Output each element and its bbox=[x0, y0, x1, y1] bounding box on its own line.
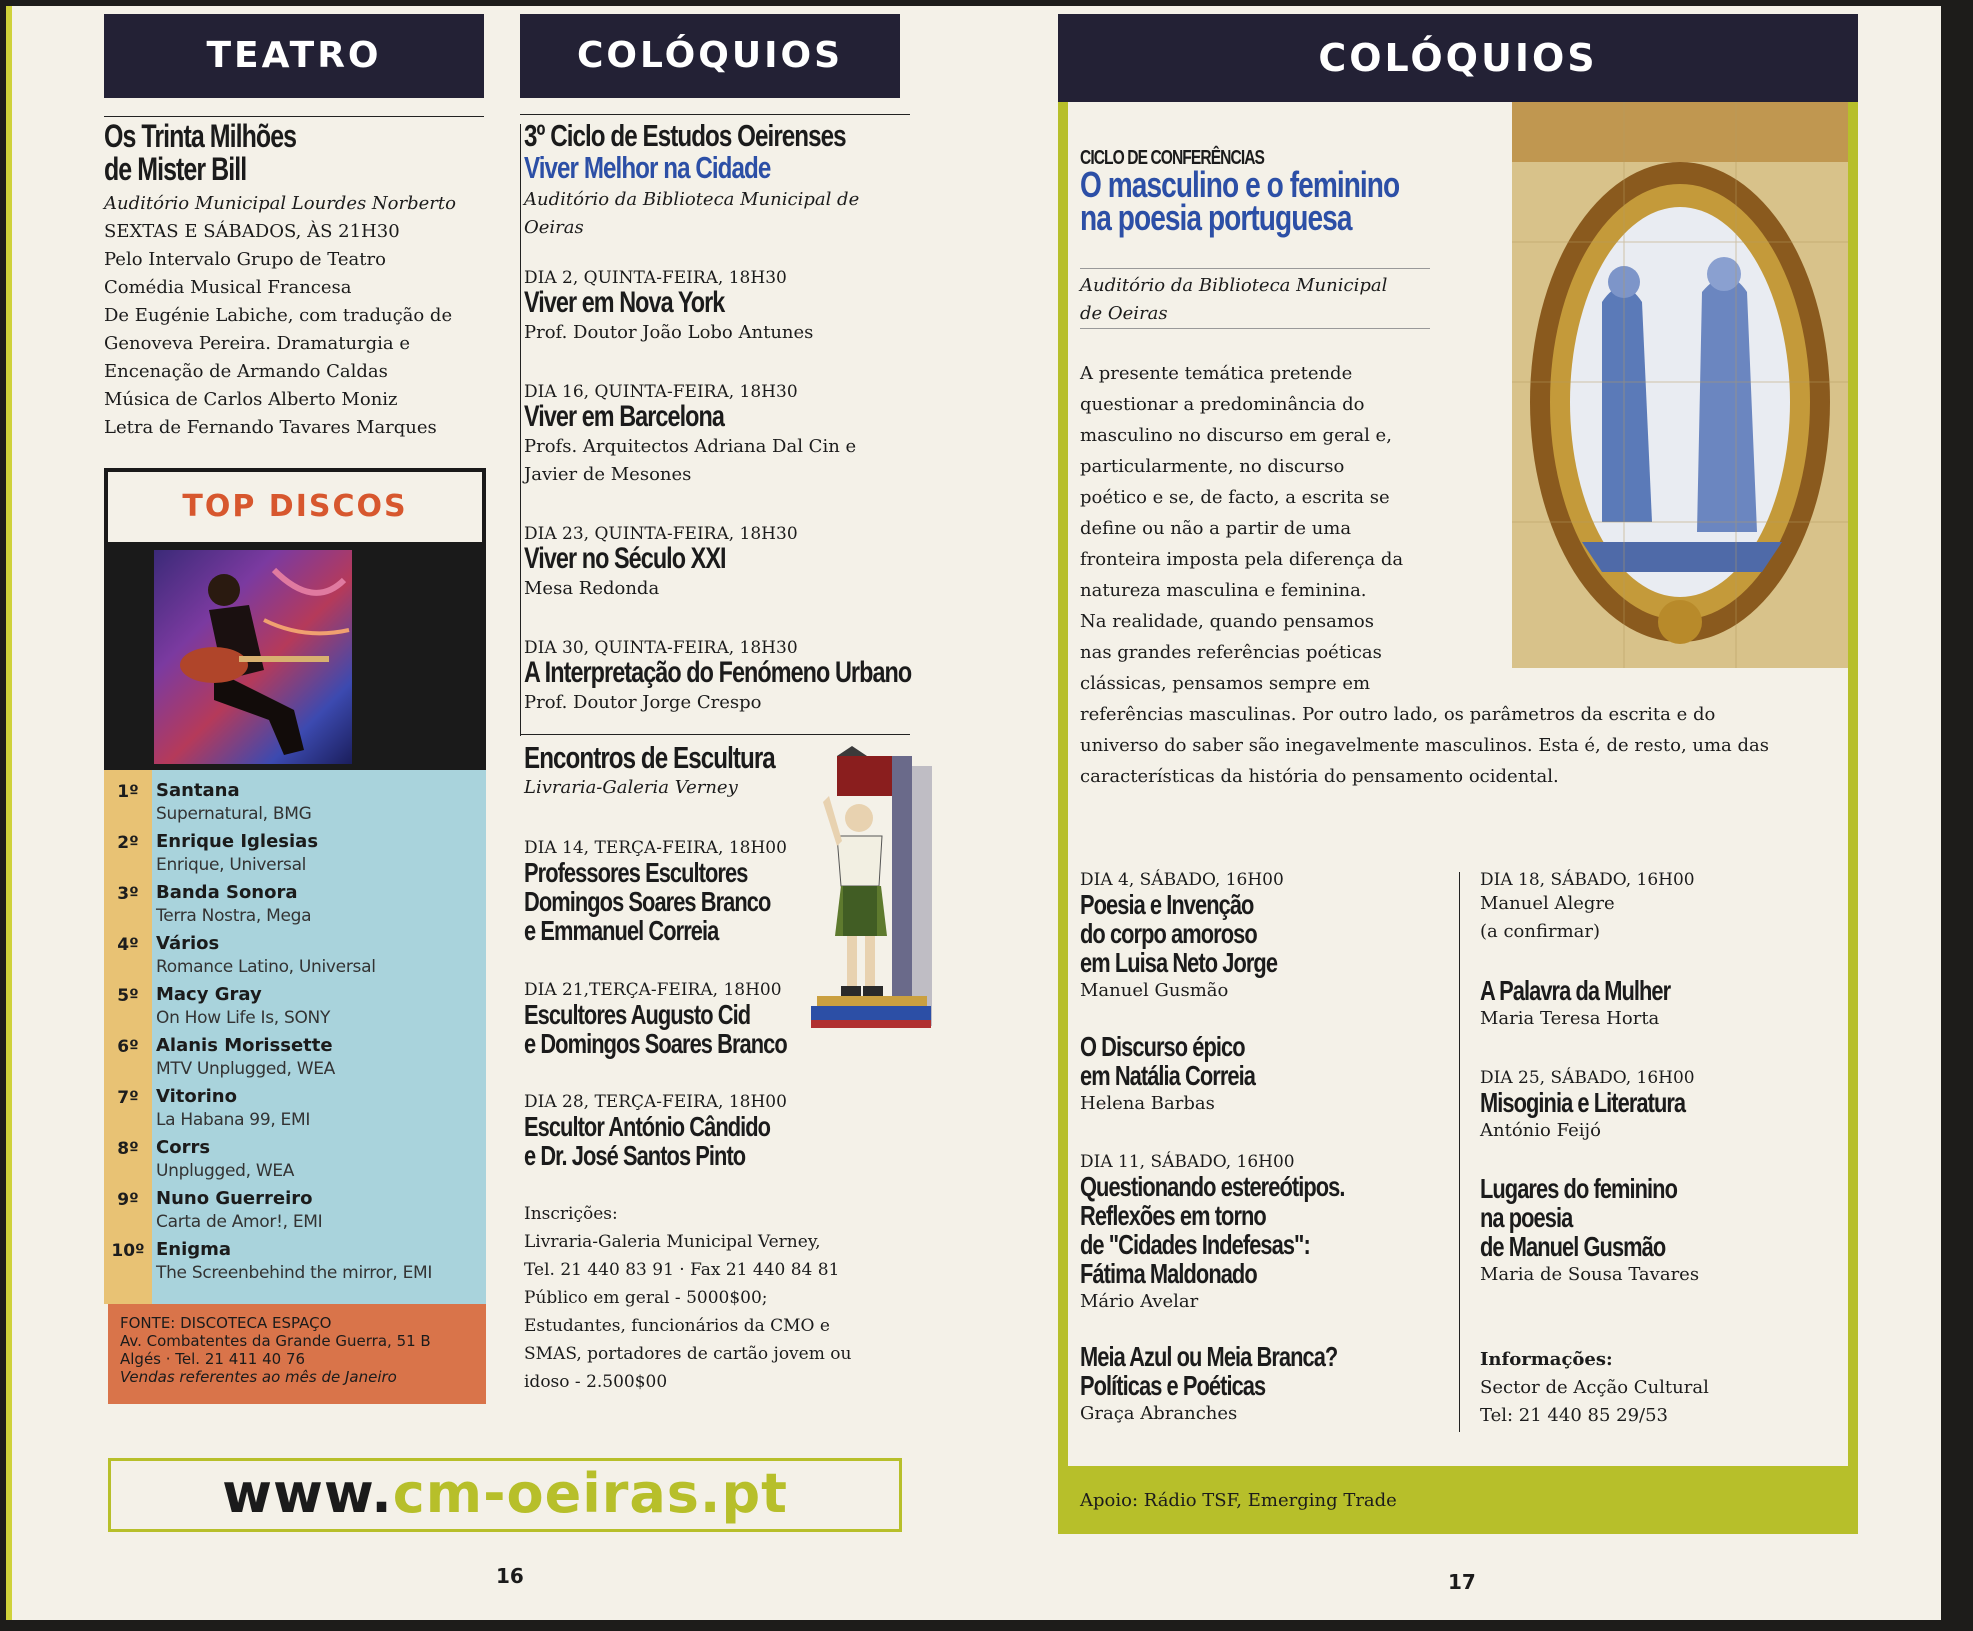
rank-number: 9º bbox=[117, 1190, 139, 1210]
page-number: 16 bbox=[496, 1564, 524, 1588]
album-label: La Habana 99, EMI bbox=[156, 1110, 311, 1130]
website-banner[interactable] bbox=[108, 1458, 902, 1532]
conferencia-event bbox=[1080, 870, 1333, 1005]
inscricoes bbox=[524, 1200, 914, 1396]
top-discos-box bbox=[104, 468, 486, 1304]
teatro-title bbox=[104, 120, 350, 185]
event-date: DIA 2, QUINTA-FEIRA, 18H30 bbox=[524, 268, 787, 288]
teatro-details bbox=[104, 218, 504, 442]
event-title: Lugares do feminino bbox=[1480, 1173, 1677, 1204]
event-title: Reflexões em torno bbox=[1080, 1200, 1266, 1231]
source-line: Vendas referentes ao mês de Janeiro bbox=[120, 1368, 397, 1386]
rank-number: 8º bbox=[117, 1139, 139, 1159]
artist-name: Macy Gray bbox=[156, 984, 262, 1005]
event-title: em Natália Correia bbox=[1080, 1060, 1255, 1091]
event-title: Viver em Nova York bbox=[524, 286, 725, 319]
conferencias-title: O masculino e o feminino bbox=[1080, 164, 1400, 206]
event-speaker: Mesa Redonda bbox=[524, 577, 660, 599]
intro-line: masculino no discurso em geral e, bbox=[1080, 425, 1392, 446]
event-title: Domingos Soares Branco bbox=[524, 886, 771, 917]
divider bbox=[520, 124, 521, 736]
event-title: Professores Escultores bbox=[524, 857, 748, 888]
list-item bbox=[104, 1082, 486, 1132]
left-page bbox=[6, 6, 982, 1620]
event-speaker: Maria de Sousa Tavares bbox=[1480, 1264, 1700, 1285]
conferencia-event bbox=[1080, 1152, 1419, 1316]
coloquio-event bbox=[524, 382, 856, 489]
album-label: On How Life Is, SONY bbox=[156, 1008, 331, 1028]
conferencia-event bbox=[1480, 1068, 1743, 1145]
event-title: Questionando estereótipos. bbox=[1080, 1171, 1345, 1202]
event-title: e Emmanuel Correia bbox=[524, 915, 719, 946]
conferencia-event bbox=[1480, 870, 1695, 946]
event-date: DIA 18, SÁBADO, 16H00 bbox=[1480, 870, 1695, 890]
escultura-title: Encontros de Escultura bbox=[524, 740, 775, 775]
artist-name: Vitorino bbox=[156, 1086, 237, 1107]
escultura-venue: Livraria-Galeria Verney bbox=[524, 776, 738, 798]
intro-line: características da história do pensamento ocidental. bbox=[1080, 766, 1559, 787]
rank-number: 3º bbox=[117, 884, 139, 904]
event-title: O Discurso épico bbox=[1080, 1031, 1245, 1062]
website-prefix: www. bbox=[222, 1462, 393, 1525]
event-speaker: Manuel Alegre bbox=[1480, 893, 1615, 914]
event-title: A Interpretação do Fenómeno Urbano bbox=[524, 656, 912, 689]
venue-line: Auditório da Biblioteca Municipal de bbox=[524, 189, 860, 210]
source-line: Algés · Tel. 21 411 40 76 bbox=[120, 1350, 306, 1368]
intro-line: referências masculinas. Por outro lado, os parâmetros da escrita e do bbox=[1080, 704, 1716, 725]
list-item bbox=[104, 878, 486, 928]
event-title: Escultores Augusto Cid bbox=[524, 999, 751, 1030]
inscricoes-line: SMAS, portadores de cartão jovem ou bbox=[524, 1344, 852, 1364]
event-speaker: Javier de Mesones bbox=[524, 463, 692, 485]
venue-line: Oeiras bbox=[524, 217, 584, 238]
event-speaker: Helena Barbas bbox=[1080, 1093, 1215, 1114]
album-label: The Screenbehind the mirror, EMI bbox=[156, 1263, 433, 1283]
intro-line: questionar a predominância do bbox=[1080, 394, 1365, 415]
event-title: Poesia e Invenção bbox=[1080, 889, 1254, 920]
intro-line: Na realidade, quando pensamos bbox=[1080, 611, 1374, 632]
teatro-detail-line: Letra de Fernando Tavares Marques bbox=[104, 417, 437, 438]
source-line: Av. Combatentes da Grande Guerra, 51 B bbox=[120, 1332, 431, 1350]
event-date: DIA 21,TERÇA-FEIRA, 18H00 bbox=[524, 980, 782, 1000]
info-line: Tel: 21 440 85 29/53 bbox=[1480, 1405, 1669, 1426]
artist-name: Santana bbox=[156, 780, 240, 801]
intro-text bbox=[1080, 358, 1840, 792]
list-item bbox=[104, 1235, 486, 1285]
event-date: DIA 16, QUINTA-FEIRA, 18H30 bbox=[524, 382, 798, 402]
list-item bbox=[104, 1031, 486, 1081]
event-title: de Manuel Gusmão bbox=[1480, 1231, 1666, 1262]
event-date: DIA 30, QUINTA-FEIRA, 18H30 bbox=[524, 638, 798, 658]
info-line: Sector de Acção Cultural bbox=[1480, 1377, 1709, 1398]
event-title: Misoginia e Literatura bbox=[1480, 1087, 1686, 1118]
teatro-detail-line: Genoveva Pereira. Dramaturgia e bbox=[104, 333, 411, 354]
series-subtitle: Viver Melhor na Cidade bbox=[524, 149, 771, 185]
album-label: Enrique, Universal bbox=[156, 855, 307, 875]
top-discos-items bbox=[104, 776, 486, 1296]
inscricoes-line: Estudantes, funcionários da CMO e bbox=[524, 1316, 830, 1336]
event-speaker: Graça Abranches bbox=[1080, 1403, 1238, 1424]
escultura-event bbox=[524, 838, 840, 945]
intro-line: fronteira imposta pela diferença da bbox=[1080, 549, 1404, 570]
source-line: FONTE: DISCOTECA ESPAÇO bbox=[120, 1314, 332, 1332]
informacoes bbox=[1480, 1346, 1709, 1430]
event-speaker: Mário Avelar bbox=[1080, 1291, 1199, 1312]
intro-line: A presente temática pretende bbox=[1080, 363, 1353, 384]
event-title: na poesia bbox=[1480, 1202, 1573, 1233]
event-title: Fátima Maldonado bbox=[1080, 1258, 1257, 1289]
rank-number: 10º bbox=[111, 1241, 145, 1261]
guitarist-figure bbox=[154, 550, 352, 764]
right-page bbox=[980, 6, 1941, 1620]
teatro-header bbox=[104, 14, 484, 98]
divider bbox=[104, 116, 484, 117]
event-speaker: António Feijó bbox=[1480, 1120, 1601, 1141]
event-speaker: Prof. Doutor João Lobo Antunes bbox=[524, 321, 814, 343]
website-domain: cm-oeiras.pt bbox=[392, 1462, 788, 1525]
teatro-detail-line: Encenação de Armando Caldas bbox=[104, 361, 388, 382]
album-label: Romance Latino, Universal bbox=[156, 957, 376, 977]
intro-line: poético e se, de facto, a escrita se bbox=[1080, 487, 1390, 508]
teatro-title-line: Os Trinta Milhões bbox=[104, 118, 297, 154]
inscricoes-line: Público em geral - 5000$00; bbox=[524, 1288, 768, 1308]
teatro-detail-line: Pelo Intervalo Grupo de Teatro bbox=[104, 249, 386, 270]
inscricoes-line: Inscrições: bbox=[524, 1204, 618, 1224]
rank-number: 5º bbox=[117, 986, 139, 1006]
rank-number: 6º bbox=[117, 1037, 139, 1057]
event-title: e Dr. José Santos Pinto bbox=[524, 1140, 746, 1171]
escultura-event bbox=[524, 980, 861, 1058]
teatro-venue: Auditório Municipal Lourdes Norberto bbox=[104, 193, 456, 214]
list-item bbox=[104, 980, 486, 1030]
series-title: 3º Ciclo de Estudos Oeirenses bbox=[524, 118, 846, 153]
coloquio-event bbox=[524, 268, 813, 347]
event-title: Viver em Barcelona bbox=[524, 400, 724, 433]
conferencias-venue bbox=[1080, 272, 1440, 328]
list-item bbox=[104, 827, 486, 877]
inscricoes-line: Livraria-Galeria Municipal Verney, bbox=[524, 1232, 821, 1252]
event-date: DIA 25, SÁBADO, 16H00 bbox=[1480, 1068, 1695, 1088]
album-label: Terra Nostra, Mega bbox=[156, 906, 312, 926]
teatro-detail-line: De Eugénie Labiche, com tradução de bbox=[104, 305, 453, 326]
list-item bbox=[104, 776, 486, 826]
artist-name: Nuno Guerreiro bbox=[156, 1188, 313, 1209]
event-speaker: Manuel Gusmão bbox=[1080, 980, 1229, 1001]
inscricoes-line: idoso - 2.500$00 bbox=[524, 1372, 668, 1392]
conferencia-event bbox=[1080, 1342, 1410, 1428]
escultura-event bbox=[524, 1092, 839, 1170]
teatro-title-line: de Mister Bill bbox=[104, 150, 247, 187]
divider bbox=[1459, 872, 1460, 1432]
conferencia-event bbox=[1480, 1174, 1733, 1289]
top-discos-source bbox=[108, 1304, 486, 1404]
intro-line: clássicas, pensamos sempre em bbox=[1080, 673, 1371, 694]
event-title: Meia Azul ou Meia Branca? bbox=[1080, 1341, 1338, 1372]
event-speaker: Maria Teresa Horta bbox=[1480, 1008, 1660, 1029]
artist-name: Corrs bbox=[156, 1137, 211, 1158]
teatro-detail-line: SEXTAS E SÁBADOS, ÀS 21H30 bbox=[104, 221, 400, 242]
artist-name: Enigma bbox=[156, 1239, 232, 1260]
album-label: Unplugged, WEA bbox=[156, 1161, 295, 1181]
venue-line: Auditório da Biblioteca Municipal bbox=[1080, 275, 1388, 296]
intro-line: nas grandes referências poéticas bbox=[1080, 642, 1382, 663]
conferencias-title: na poesia portuguesa bbox=[1080, 197, 1352, 239]
album-cover-image bbox=[154, 550, 352, 764]
apoio-text: Apoio: Rádio TSF, Emerging Trade bbox=[1080, 1490, 1397, 1511]
event-title: Políticas e Poéticas bbox=[1080, 1370, 1266, 1401]
list-item bbox=[104, 1133, 486, 1183]
rank-number: 7º bbox=[117, 1088, 139, 1108]
intro-line: define ou não a partir de uma bbox=[1080, 518, 1352, 539]
coloquios-header-label: COLÓQUIOS bbox=[1318, 36, 1598, 80]
coloquio-event bbox=[524, 524, 798, 603]
divider bbox=[520, 114, 910, 115]
teatro-detail-line: Música de Carlos Alberto Moniz bbox=[104, 389, 398, 410]
artist-name: Alanis Morissette bbox=[156, 1035, 333, 1056]
event-title: do corpo amoroso bbox=[1080, 918, 1257, 949]
rank-number: 1º bbox=[117, 782, 139, 802]
inscricoes-line: Tel. 21 440 83 91 · Fax 21 440 84 81 bbox=[524, 1260, 840, 1280]
conferencia-event bbox=[1480, 976, 1724, 1033]
event-title: A Palavra da Mulher bbox=[1480, 975, 1671, 1006]
event-date: DIA 11, SÁBADO, 16H00 bbox=[1080, 1152, 1295, 1172]
teatro-header-label: TEATRO bbox=[206, 35, 382, 76]
album-label: MTV Unplugged, WEA bbox=[156, 1059, 336, 1079]
event-title: em Luisa Neto Jorge bbox=[1080, 947, 1278, 978]
top-discos-title: TOP DISCOS bbox=[108, 472, 482, 542]
album-label: Supernatural, BMG bbox=[156, 804, 312, 824]
event-title: de "Cidades Indefesas": bbox=[1080, 1229, 1310, 1260]
event-title: Escultor António Cândido bbox=[524, 1111, 771, 1142]
kicker: CICLO DE CONFERÊNCIAS bbox=[1080, 147, 1265, 169]
event-speaker: Prof. Doutor Jorge Crespo bbox=[524, 691, 762, 713]
event-date: DIA 28, TERÇA-FEIRA, 18H00 bbox=[524, 1092, 787, 1112]
divider bbox=[520, 734, 910, 735]
event-date: DIA 14, TERÇA-FEIRA, 18H00 bbox=[524, 838, 787, 858]
event-date: DIA 23, QUINTA-FEIRA, 18H30 bbox=[524, 524, 798, 544]
info-label: Informações: bbox=[1480, 1349, 1613, 1370]
intro-line: natureza masculina e feminina. bbox=[1080, 580, 1367, 601]
event-speaker: (a confirmar) bbox=[1480, 921, 1601, 942]
event-speaker: Profs. Arquitectos Adriana Dal Cin e bbox=[524, 435, 857, 457]
conferencias-heading bbox=[1080, 147, 1489, 239]
venue-line: de Oeiras bbox=[1080, 303, 1168, 324]
coloquios-venue bbox=[524, 186, 924, 242]
list-item bbox=[104, 1184, 486, 1234]
list-item bbox=[104, 929, 486, 979]
coloquios-header bbox=[520, 14, 900, 98]
escultura-header bbox=[524, 742, 846, 802]
coloquios-header bbox=[1058, 14, 1858, 102]
rank-number: 4º bbox=[117, 935, 139, 955]
artist-name: Enrique Iglesias bbox=[156, 831, 319, 852]
coloquios-series-title bbox=[524, 120, 936, 183]
rank-number: 2º bbox=[117, 833, 139, 853]
intro-line: universo do saber são inegavelmente masculinos. Esta é, de resto, uma das bbox=[1080, 735, 1770, 756]
coloquios-header-label: COLÓQUIOS bbox=[576, 35, 844, 76]
divider bbox=[1080, 268, 1430, 269]
top-discos-list bbox=[104, 770, 486, 1304]
event-date: DIA 4, SÁBADO, 16H00 bbox=[1080, 870, 1284, 890]
album-label: Carta de Amor!, EMI bbox=[156, 1212, 323, 1232]
divider bbox=[1080, 328, 1430, 329]
teatro-detail-line: Comédia Musical Francesa bbox=[104, 277, 352, 298]
coloquio-event bbox=[524, 638, 1020, 717]
event-title: Viver no Século XXI bbox=[524, 542, 726, 575]
event-title: e Domingos Soares Branco bbox=[524, 1028, 787, 1059]
intro-line: particularmente, no discurso bbox=[1080, 456, 1345, 477]
conferencia-event bbox=[1080, 1032, 1304, 1118]
artist-name: Banda Sonora bbox=[156, 882, 298, 903]
artist-name: Vários bbox=[156, 933, 220, 954]
page-number: 17 bbox=[1448, 1570, 1476, 1594]
